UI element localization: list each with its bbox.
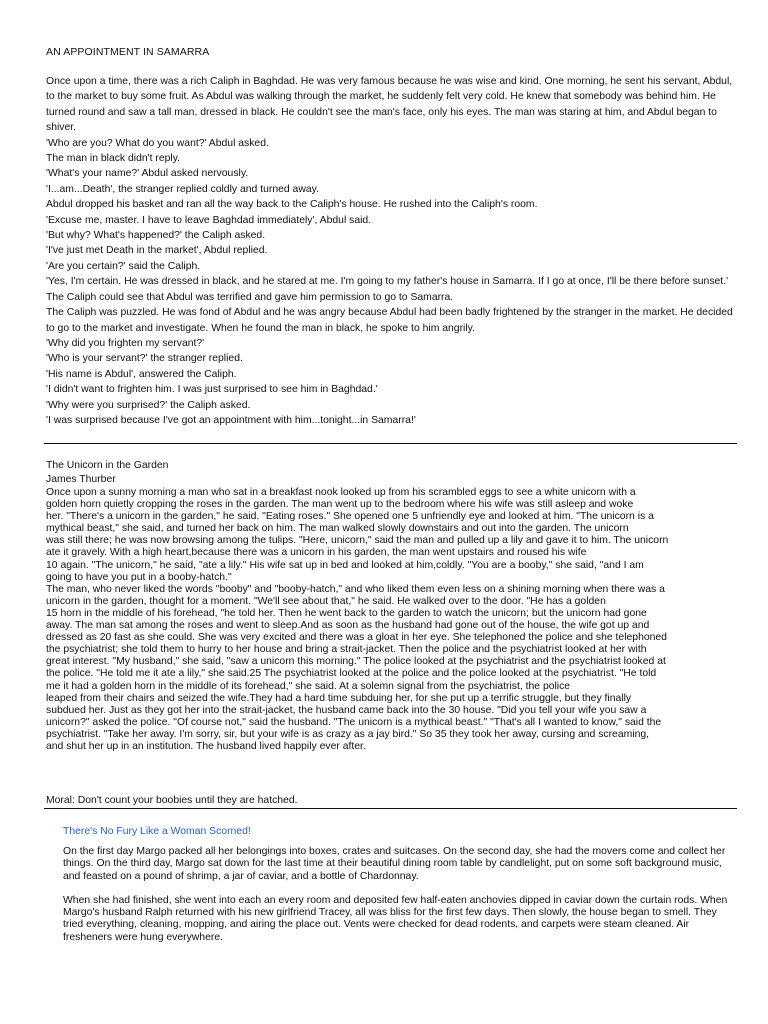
story2-line: her. "There's a unicorn in the garden," he said. "Eating roses." She opened one 5 unfriendly eye and looked at him. "The unicorn is a bbox=[46, 511, 654, 523]
story3-title: There's No Fury Like a Woman Scorned! bbox=[63, 826, 251, 837]
story1-line: The Caliph was puzzled. He was fond of Abdul and he was angry because Abdul had been badly frightened by the stranger in the market. He decided to go to the market and investigate. When he found the man in black, he spoke to him angrily. bbox=[46, 307, 733, 334]
story1-line: 'I didn't want to frighten him. I was just surprised to see him in Baghdad.' bbox=[46, 384, 378, 396]
story2-line: unicorn?" asked the police. "Of course not," said the husband. "The unicorn is a mythical beast." "That's all I wanted to know," said the bbox=[46, 716, 662, 728]
story1-line: 'Why were you surprised?' the Caliph asked. bbox=[46, 399, 251, 411]
story2-line: unicorn in the garden, thought for a moment. "We'll see about that," he said. He walked over to the door. "He has a golden bbox=[46, 595, 606, 607]
story2-line: was still there; he was now browsing among the tulips. "Here, unicorn," said the man and pulled up a lily and gave it to him. The unicorn bbox=[46, 535, 669, 547]
story2-line: dressed as 20 fast as she could. She was very excited and there was a gloat in her eye. She telephoned the police and she telephoned bbox=[46, 632, 667, 644]
story2-moral: Moral: Don't count your boobies until they are hatched. bbox=[46, 795, 298, 806]
story2-line: the police. "He told me it ate a lily," she said.25 The psychiatrist looked at the police and the police looked at the psychiatrist. "He told bbox=[46, 668, 657, 680]
story1-title: AN APPOINTMENT IN SAMARRA bbox=[46, 46, 210, 58]
story1-line: 'Yes, I'm certain. He was dressed in black, and he stared at me. I'm going to my father's house in Samarra. If I go at once, I'll be there before sunset.' bbox=[46, 276, 729, 288]
story2-line: Once upon a sunny morning a man who sat in a breakfast nook looked up from his scrambled eggs to see a white unicorn with a bbox=[46, 487, 636, 498]
story2-line: great interest. "My husband," she said, "saw a unicorn this morning." The police looked at the psychiatrist and the psychiatrist looked at bbox=[46, 656, 666, 668]
story2-line: subdued her. Just as they got her into the strait-jacket, the husband came back into the 30 house. "Did you tell your wife you saw a bbox=[46, 704, 647, 716]
story2-line: 15 horn in the middle of his forehead, "he told her. Then he went back to the garden to watch the unicorn; but the unicorn had gone bbox=[46, 607, 647, 619]
story2-line: the psychiatrist; she told them to hurry to her house and bring a strait-jacket. Then the police and the psychiatrist looked at her with bbox=[46, 644, 647, 656]
story2-line: me it had a golden horn in the middle of its forehead," she said. At a solemn signal from the psychiatrist, the police bbox=[46, 680, 571, 692]
story1-line: 'But why? What's happened?' the Caliph asked. bbox=[46, 230, 266, 242]
story2-line: and shut her up in an institution. The husband lived happily ever after. bbox=[46, 740, 366, 752]
story1-line: 'I've just met Death in the market', Abdul replied. bbox=[46, 245, 268, 257]
story3-paragraph: When she had finished, she went into each an every room and deposited few half-eaten anchovies dipped in caviar down the curtain rods. When Margo's husband Ralph returned with his new girlfriend Tracey, all was bliss for the first few days. Then slowly, the house began to smell. They tried everything, cleaning, mopping, and airing the place out. Vents were checked for dead rodents, and carpets were steam cleaned. Air fresheners were hung everywhere. bbox=[63, 894, 728, 943]
story1-line: 'Why did you frighten my servant?' bbox=[46, 337, 205, 349]
story2-line: ate it gravely. With a high heart,because there was a unicorn in his garden, the man went upstairs and roused his wife bbox=[46, 547, 587, 559]
story2-body bbox=[46, 487, 736, 753]
story1-line: Once upon a time, there was a rich Caliph in Baghdad. He was very famous because he was wise and kind. One morning, he sent his servant, Abdul, to the market to buy some fruit. As Abdul was walking through the market, he suddenly felt very cold. He knew that somebody was behind him. He turned round and saw a tall man, dressed in black. He couldn't see the man's face, only his eyes. The man was staring at him, and Abdul began to shiver. bbox=[46, 76, 733, 134]
story1-line: 'Are you certain?' said the Caliph. bbox=[46, 260, 201, 272]
story2-line: going to have you put in a booby-hatch." bbox=[46, 571, 232, 583]
story1-line: 'What's your name?' Abdul asked nervously. bbox=[46, 168, 249, 180]
story2-line: 10 again. "The unicorn," he said, "ate a lily." His wife sat up in bed and looked at him,coldly. "You are a booby," she said, "and I am bbox=[46, 559, 644, 571]
story2-line: psychiatrist. "Take her away. I'm sorry, sir, but your wife is as crazy as a jay bird." So 35 they took her away, cursing and screaming, bbox=[46, 728, 650, 740]
story1-line: 'I...am...Death', the stranger replied coldly and turned away. bbox=[46, 183, 319, 195]
story1-line: 'His name is Abdul', answered the Caliph. bbox=[46, 368, 237, 380]
section-divider bbox=[44, 443, 737, 444]
section-divider bbox=[44, 808, 737, 809]
story3-paragraph: On the first day Margo packed all her belongings into boxes, crates and suitcases. On the second day, she had the movers come and collect her things. On the third day, Margo sat down for the last time at their beautiful dining room table by candlelight, put on some soft background music, and feasted on a pound of shrimp, a jar of caviar, and a bottle of Chardonnay. bbox=[63, 846, 726, 882]
story1-line: 'I was surprised because I've got an appointment with him...tonight...in Samarra!' bbox=[46, 414, 416, 426]
story1-line: 'Who is your servant?' the stranger replied. bbox=[46, 353, 243, 365]
story2-author: James Thurber bbox=[46, 474, 116, 485]
story1-line: The man in black didn't reply. bbox=[46, 153, 181, 165]
story1-line: Abdul dropped his basket and ran all the way back to the Caliph's house. He rushed into the Caliph's room. bbox=[46, 199, 538, 211]
story1-line: 'Excuse me, master. I have to leave Baghdad immediately', Abdul said. bbox=[46, 214, 372, 226]
story1-body bbox=[46, 74, 736, 428]
story3-body bbox=[63, 846, 731, 956]
story2-line: away. The man sat among the roses and went to sleep.And as soon as the husband had gone out of the house, the wife got up and bbox=[46, 620, 650, 632]
story2-line: mythical beast," she said, and turned her back on him. The man walked slowly downstairs and out into the garden. The unicorn bbox=[46, 523, 629, 535]
story2-line: golden horn quietly cropping the roses in the garden. The man went up to the bedroom where his wife was still asleep and woke bbox=[46, 499, 634, 511]
story2-title: The Unicorn in the Garden bbox=[46, 460, 169, 471]
story2-line: leaped from their chairs and seized the wife.They had a hard time subduing her, for she put up a terrific struggle, but they finally bbox=[46, 692, 632, 704]
story1-line: The Caliph could see that Abdul was terrified and gave him permission to go to Samarra. bbox=[46, 291, 454, 303]
story1-line: 'Who are you? What do you want?' Abdul asked. bbox=[46, 137, 269, 149]
story2-line: The man, who never liked the words "booby" and "booby-hatch," and who liked them even less on a shining morning when there was a bbox=[46, 583, 665, 595]
